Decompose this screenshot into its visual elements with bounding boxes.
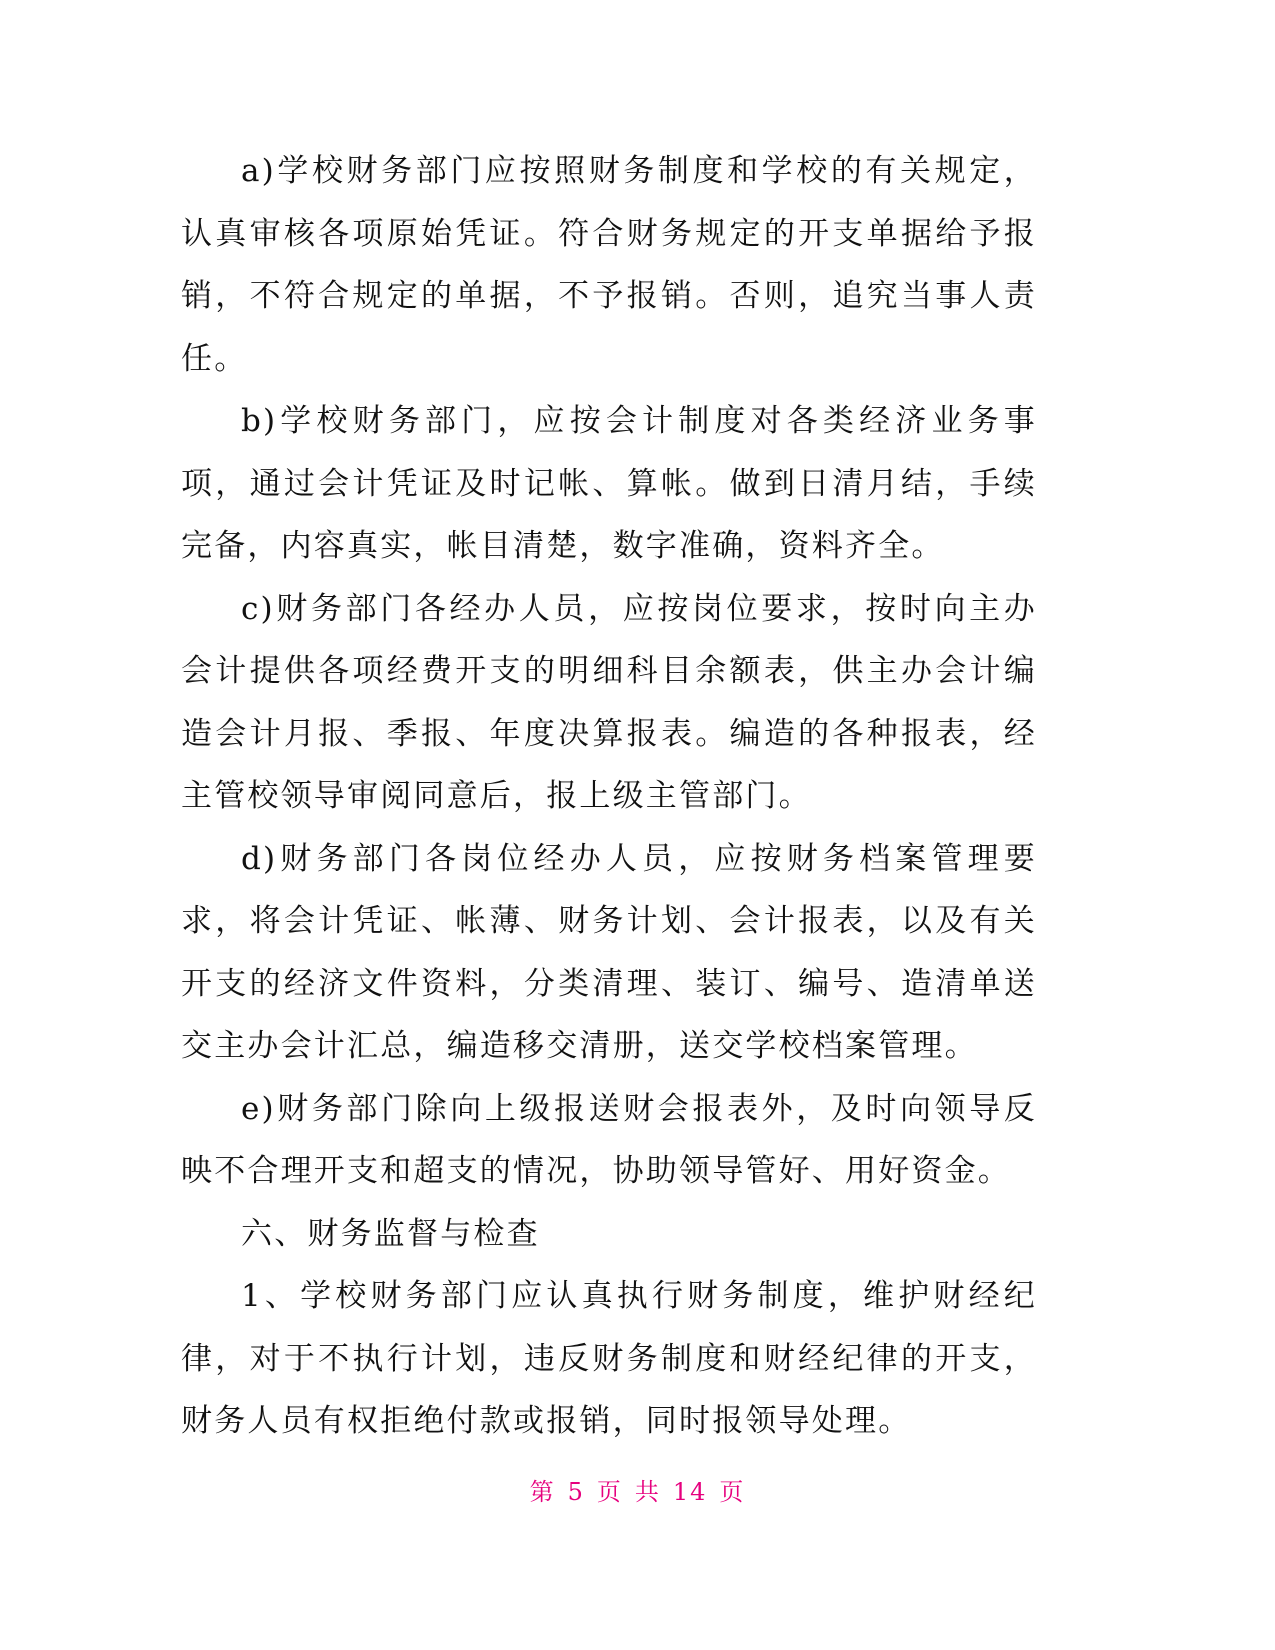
footer-suffix: 页 <box>719 1478 746 1506</box>
document-body <box>181 140 1037 1453</box>
footer-page-word: 页 <box>596 1478 623 1506</box>
paragraph-c: c)财务部门各经办人员，应按岗位要求，按时向主办会计提供各项经费开支的明细科目余额表，供主办会计编造会计月报、季报、年度决算报表。编造的各种报表，经主管校领导审阅同意后，报上级主管部门。 <box>181 590 1037 814</box>
footer-total-word: 共 <box>634 1478 661 1506</box>
section-heading-6: 六、财务监督与检查 <box>241 1215 540 1252</box>
paragraph-e: e)财务部门除向上级报送财会报表外，及时向领导反映不合理开支和超支的情况，协助领导管好、用好资金。 <box>181 1090 1037 1189</box>
paragraph-b: b)学校财务部门，应按会计制度对各类经济业务事项，通过会计凭证及时记帐、算帐。做到日清月结，手续完备，内容真实，帐目清楚，数字准确，资料齐全。 <box>181 403 1037 564</box>
paragraph-a: a)学校财务部门应按照财务制度和学校的有关规定，认真审核各项原始凭证。符合财务规定的开支单据给予报销，不符合规定的单据，不予报销。否则，追究当事人责任。 <box>181 153 1037 377</box>
footer-total-pages: 14 <box>672 1478 708 1506</box>
paragraph-1: 1、学校财务部门应认真执行财务制度，维护财经纪律，对于不执行计划，违反财务制度和财经纪律的开支，财务人员有权拒绝付款或报销，同时报领导处理。 <box>181 1278 1037 1439</box>
footer-prefix: 第 <box>529 1478 556 1506</box>
paragraph-d: d)财务部门各岗位经办人员，应按财务档案管理要求，将会计凭证、帐薄、财务计划、会计报表，以及有关开支的经济文件资料，分类清理、装订、编号、造清单送交主办会计汇总，编造移交清册，送交学校档案管理。 <box>181 840 1037 1064</box>
footer-current-page: 5 <box>567 1478 585 1506</box>
page-footer <box>0 1472 1275 1507</box>
